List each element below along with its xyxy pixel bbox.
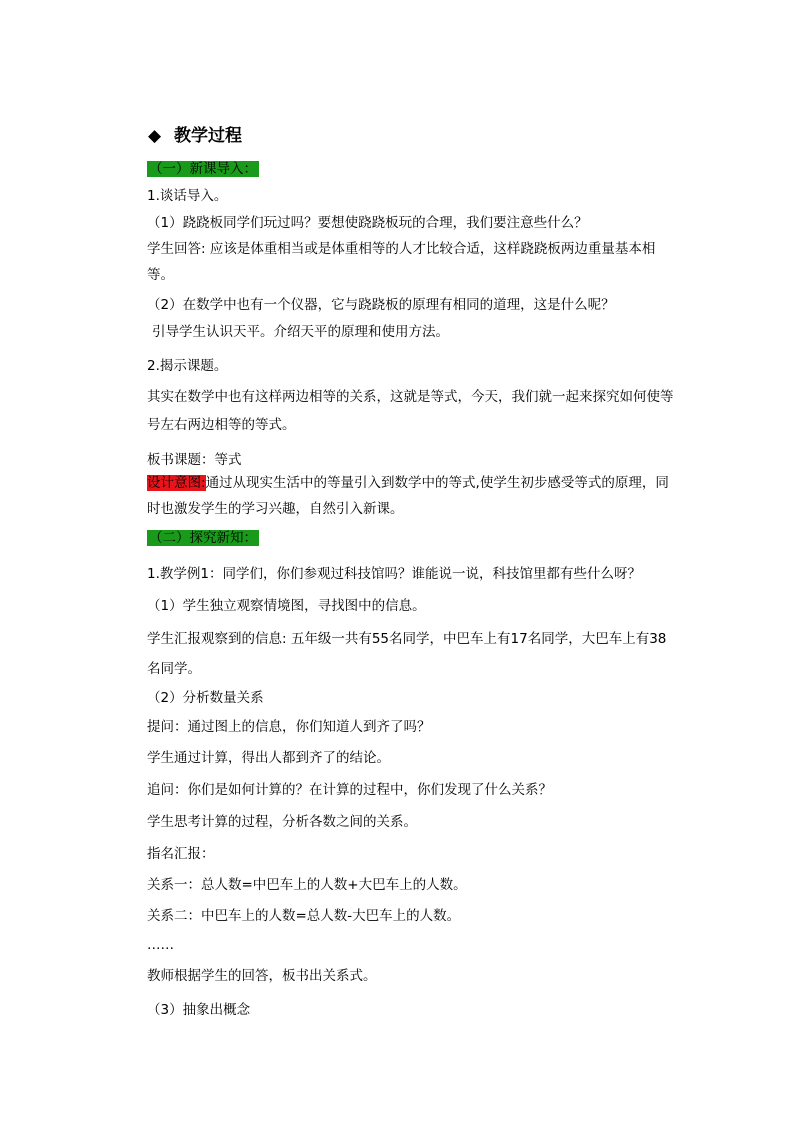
line-7: 其实在数学中也有这样两边相等的关系，这就是等式，今天，我们就一起来探究如何使等号左右两边相等的等式。 [147, 389, 674, 433]
line-m13: 教师根据学生的回答，板书出关系式。 [147, 968, 377, 984]
heading-title: 教学过程 [174, 126, 242, 146]
line-m2: （1）学生独立观察情境图，寻找图中的信息。 [147, 598, 426, 614]
line-6: 2.揭示课题。 [147, 358, 228, 374]
line-m5: 提问：通过图上的信息，你们知道人到齐了吗？ [147, 719, 431, 735]
line-m3: 学生汇报观察到的信息: 五年级一共有55名同学，中巴车上有17名同学，大巴车上有38名同学。 [147, 631, 667, 677]
line-3: 学生回答: 应该是体重相当或是体重相等的人才比较合适，这样跷跷板两边重量基本相等。 [147, 241, 656, 283]
line-4: （2）在数学中也有一个仪器，它与跷跷板的原理有相同的道理，这是什么呢？ [147, 297, 615, 313]
diamond-bullet-icon: ◆ [148, 126, 162, 146]
line-m4: （2）分析数量关系 [147, 690, 264, 706]
section-heading [148, 124, 242, 148]
line-m12: …… [147, 937, 174, 953]
line-m9: 指名汇报： [147, 846, 215, 862]
line-m6: 学生通过计算，得出人都到齐了的结论。 [147, 750, 390, 766]
line-8: 板书课题：等式 [147, 452, 242, 468]
line-m1: 1.教学例1：同学们，你们参观过科技馆吗？谁能说一说，科技馆里都有些什么呀？ [147, 566, 641, 582]
section1-label [147, 160, 259, 178]
line-m10: 关系一：总人数=中巴车上的人数+大巴车上的人数。 [147, 877, 467, 893]
line-m11: 关系二：中巴车上的人数=总人数-大巴车上的人数。 [147, 908, 461, 924]
line-1: 1.谈话导入。 [147, 188, 228, 204]
section1-tag: （一）新课导入： [149, 161, 257, 177]
design-intent-text: 通过从现实生活中的等量引入到数学中的等式,使学生初步感受等式的原理，同时也激发学生的学习兴趣，自然引入新课。 [147, 475, 669, 517]
line-9 [147, 470, 677, 522]
design-intent-tag: 设计意图: [147, 475, 206, 491]
line-m7: 追问：你们是如何计算的？在计算的过程中，你们发现了什么关系？ [147, 782, 552, 798]
line-m8: 学生思考计算的过程，分析各数之间的关系。 [147, 814, 417, 830]
section2-tag: （二）探究新知： [149, 530, 257, 546]
section2-label [147, 529, 259, 547]
line-5: 引导学生认识天平。介绍天平的原理和使用方法。 [152, 324, 449, 340]
line-2: （1）跷跷板同学们玩过吗？要想使跷跷板玩的合理，我们要注意些什么？ [147, 215, 588, 231]
line-m14: （3）抽象出概念 [147, 1002, 251, 1018]
